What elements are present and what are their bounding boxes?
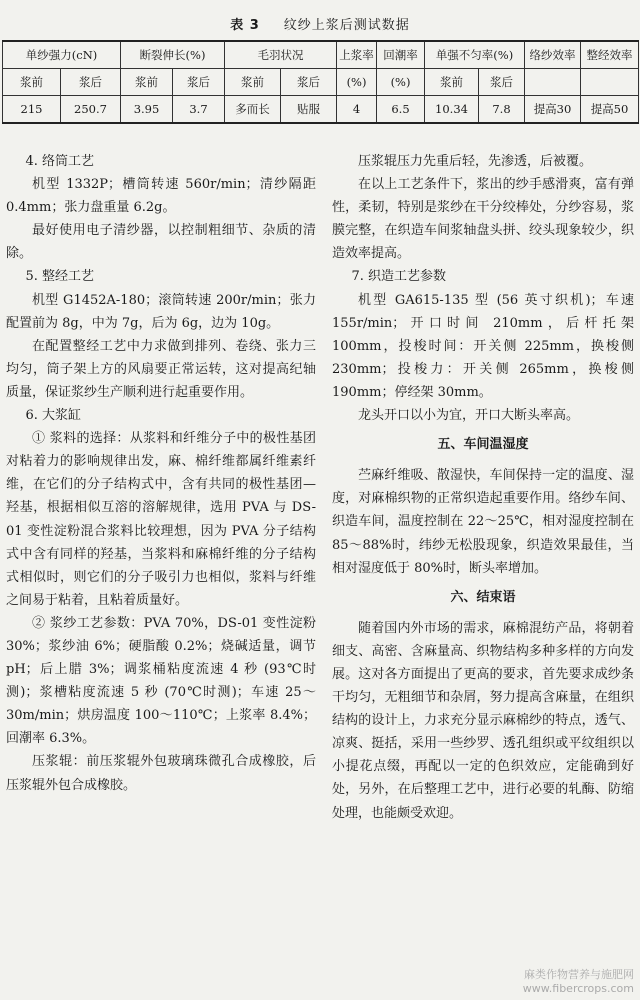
header-cell: 断裂伸长(%): [121, 41, 225, 69]
subheader-cell: 浆后: [61, 69, 121, 96]
header-cell: 回潮率: [377, 41, 425, 69]
data-cell: 3.7: [173, 96, 225, 124]
subheader-cell: 浆前: [121, 69, 173, 96]
section-heading: 7. 织造工艺参数: [351, 269, 447, 285]
data-cell: 4: [337, 96, 377, 124]
subheader-cell: 浆前: [3, 69, 61, 96]
table-title: 纹纱上浆后测试数据: [283, 18, 410, 33]
paragraph: 在以上工艺条件下，浆出的纱手感滑爽，富有弹性，柔韧，特别是浆纱在干分绞棒处，分纱容易，浆膜完整，在织造车间浆轴盘头拼、绞头现象较少，织造效率提高。: [332, 177, 634, 262]
table-number: 表 3: [230, 18, 260, 33]
empty-cell: [525, 69, 581, 96]
right-column: [332, 150, 634, 825]
paragraph: ① 浆料的选择：从浆料和纤维分子中的极性基团对粘着力的影响规律出发，麻、棉纤维都属纤维素纤维，在它们的分子结构式中，含有共同的极性基团—羟基，根据相似互溶的溶解规律，选用 PVA 与 DS-01 变性淀粉混合浆料比较理想，因为 PVA 分子结构式中含有同样的羟基，当浆料和麻棉纤维的分子结构式相似时，则它们的分子吸引力也相似，浆料与纤维之间易于粘着，且粘着质量好。: [6, 431, 316, 608]
section-heading: 5. 整经工艺: [25, 269, 95, 285]
watermark: [523, 968, 634, 996]
data-cell: 提高30: [525, 96, 581, 124]
paragraph: 机型 G1452A-180；滚筒转速 200r/min；张力配置前为 8g，中为 7g，后为 6g，边为 10g。: [6, 292, 316, 331]
table-subheader-row: [3, 69, 639, 96]
unit-cell: (%): [337, 69, 377, 96]
section-heading: 6. 大浆缸: [25, 408, 82, 424]
subheader-cell: 浆后: [479, 69, 525, 96]
header-cell: 整经效率: [581, 41, 639, 69]
section-heading: 4. 络筒工艺: [25, 154, 95, 169]
data-cell: 多而长: [225, 96, 281, 124]
paragraph: 最好使用电子清纱器，以控制粗细节、杂质的清除。: [6, 223, 316, 262]
data-cell: 6.5: [377, 96, 425, 124]
data-cell: 10.34: [425, 96, 479, 124]
chapter-heading: 六、结束语: [450, 589, 516, 605]
paragraph: 机型 1332P；槽筒转速 560r/min；清纱隔距 0.4mm；张力盘重量 6.2g。: [6, 177, 316, 216]
paragraph: 压浆辊压力先重后轻，先渗透，后被覆。: [358, 154, 593, 169]
header-cell: 单强不匀率(%): [425, 41, 525, 69]
table-caption: [0, 14, 640, 33]
paragraph: 苎麻纤维吸、散湿快，车间保持一定的温度、湿度，对麻棉织物的正常织造起重要作用。络纱车间、织造车间，温度控制在 22～25℃，相对湿度控制在 85～88%时，纬纱无松股现象，织造效果最佳，当相对湿度低于 80%时，断头率增加。: [332, 468, 634, 576]
table-data-row: [3, 96, 639, 124]
subheader-cell: 浆后: [173, 69, 225, 96]
unit-cell: (%): [377, 69, 425, 96]
paragraph: 随着国内外市场的需求，麻棉混纺产品，将朝着细支、高密、含麻量高、织物结构多种多样的方向发展。这对各方面提出了更高的要求，首先要求成纱条干均匀，无粗细节和杂屑，努力提高含麻量，在组织结构的设计上，力求充分显示麻棉纱的特点，透气、凉爽、挺括，采用一些纱罗、透孔组织或平纹组织以小提花点缀，再配以一定的色织效应，定能确到好处，另外，在后整理工艺中，进行必要的轧酶、防缩处理，也能颇受欢迎。: [332, 620, 634, 821]
data-cell: 提高50: [581, 96, 639, 124]
paragraph: 机型 GA615-135 型 (56 英寸织机)；车速 155r/min；开口时间 210mm，后杆托架 100mm，投梭时间：开关侧 225mm，换梭侧 230mm；投梭力：开关侧 265mm，换梭侧 190mm；停经架 30mm。: [332, 292, 634, 400]
header-cell: 单纱强力(cN): [3, 41, 121, 69]
paragraph: 龙头开口以小为宜，开口大断头率高。: [358, 408, 580, 424]
table-header-row: [3, 41, 639, 69]
empty-cell: [581, 69, 639, 96]
watermark-url: www.fibercrops.com: [522, 982, 634, 995]
paragraph: 在配置整经工艺中力求做到排列、卷绕、张力三均匀，筒子架上方的风扇要正常运转，这对提高纪轴质量，保证浆纱生产顺利进行起重要作用。: [6, 338, 316, 400]
header-cell: 上浆率: [337, 41, 377, 69]
data-cell: 7.8: [479, 96, 525, 124]
chapter-heading: 五、车间温湿度: [437, 437, 529, 453]
data-cell: 250.7: [61, 96, 121, 124]
header-cell: 络纱效率: [525, 41, 581, 69]
left-column: [6, 150, 316, 797]
watermark-title: 麻类作物营养与施肥网: [524, 968, 634, 981]
paragraph: 压浆辊：前压浆辊外包玻璃珠微孔合成橡胶，后压浆辊外包合成橡胶。: [6, 754, 316, 793]
test-data-table: [2, 40, 639, 124]
subheader-cell: 浆前: [225, 69, 281, 96]
data-cell: 3.95: [121, 96, 173, 124]
subheader-cell: 浆后: [281, 69, 337, 96]
header-cell: 毛羽状况: [225, 41, 337, 69]
subheader-cell: 浆前: [425, 69, 479, 96]
data-cell: 贴服: [281, 96, 337, 124]
data-cell: 215: [3, 96, 61, 124]
paragraph: ② 浆纱工艺参数：PVA 70%，DS-01 变性淀粉 30%；浆纱油 6%；硬脂酸 0.2%；烧碱适量，调节 pH；后上腊 3%；调浆桶粘度流速 4 秒 (93℃时测)；浆槽粘度流速 5 秒 (70℃时测)；车速 25～30m/min；烘房温度 100～110℃；上浆率 8.4%；回潮率 6.3%。: [6, 615, 316, 747]
